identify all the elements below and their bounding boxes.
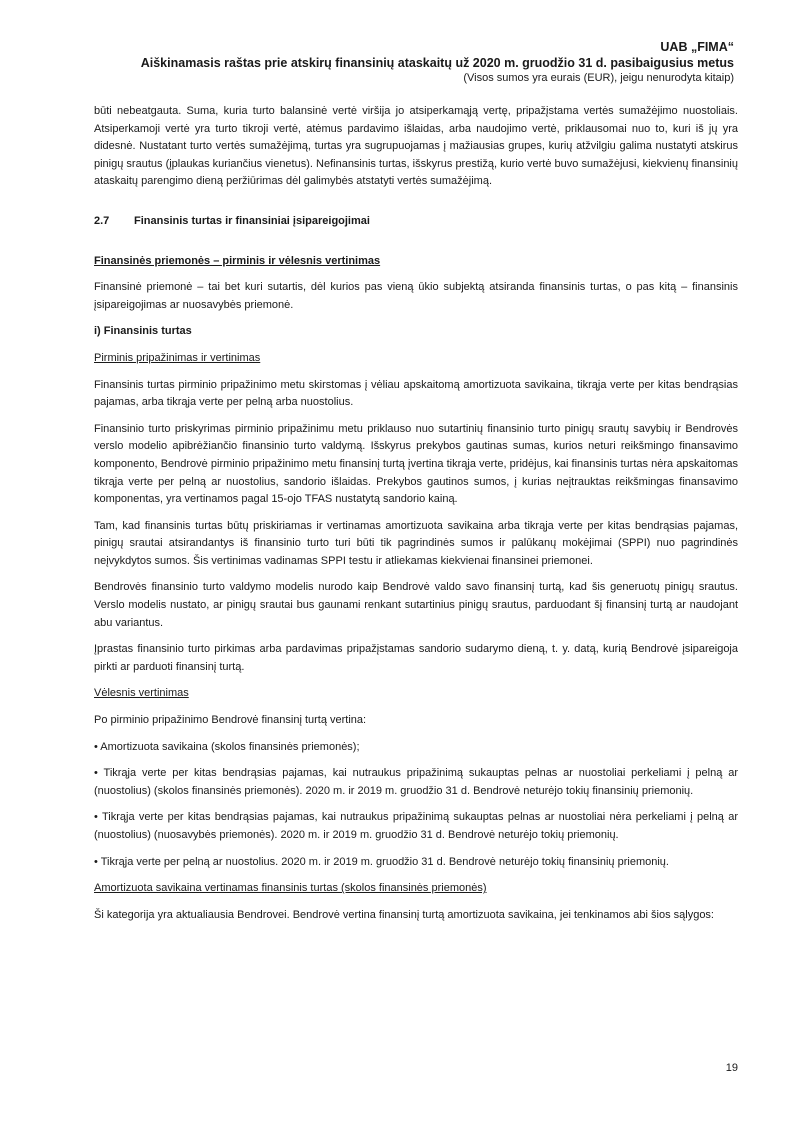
bullet-1: • Amortizuota savikaina (skolos finansinės priemonės); (94, 740, 360, 753)
subheading-finansinis-turtas: i) Finansinis turtas (94, 325, 192, 338)
paragraph-5: Įprastas finansinio turto pirkimas arba pardavimas pripažįstamas sandorio sudarymo dieną, t. y. datą, kurią Bendrovė įsipareigoja pirkti ar parduoti finansinį turtą. (94, 643, 738, 673)
section-number: 2.7 (94, 214, 110, 227)
paragraph-1: Finansinis turtas pirminio pripažinimo metu skirstomas į vėliau apskaitomą amortizuota savikaina, tikrąja verte per kitas bendrąsias pajamas, arba tikrąja verte per pelną arba nuostolius. (94, 378, 738, 409)
paragraph-6: Po pirminio pripažinimo Bendrovė finansinį turtą vertina: (94, 714, 367, 727)
bullet-2: • Tikrąja verte per kitas bendrąsias pajamas, kai nutraukus pripažinimą sukauptas pelnas ar nuostoliai perkeliami į pelną ar (nuostolius) (skolos finansinės priemonės). 2020 m. ir 2019 m. gruodžio 31 d. Bendrovė neturėjo tokių finansinių priemonių. (94, 767, 738, 797)
paragraph-3: Tam, kad finansinis turtas būtų priskiriamas ir vertinamas amortizuota savikaina arba tikrąja verte per kitas bendrąsias pajamas, pinigų srautai atsirandantys iš finansinio turto turi būti tik pagrindinės sumos ir palūkanų mokėjimai (SPPI) nuo pagrindinės neįvykdytos sumos. Šis vertinimas vadinamas SPPI testu ir atliekamas kiekvienai finansinei priemonei. (94, 519, 738, 567)
bullet-4: • Tikrąja verte per pelną ar nuostolius. 2020 m. ir 2019 m. gruodžio 31 d. Bendrovė neturėjo tokių finansinių priemonių. (94, 855, 669, 868)
subheading-amortizuota: Amortizuota savikaina vertinamas finansinis turtas (skolos finansinės priemonės) (94, 882, 487, 895)
page-content (94, 103, 738, 933)
bullet-3: • Tikrąja verte per kitas bendrąsias pajamas, kai nutraukus pripažinimą sukauptas pelnas ar nuostoliai nėra perkeliami į pelną ar (nuostolius) (nuosavybės priemonės). 2020 m. ir 2019 m. gruodžio 31 d. Bendrovė neturėjo tokių priemonių. (94, 811, 738, 841)
section-title: Finansinis turtas ir finansiniai įsipareigojimai (134, 214, 370, 227)
paragraph-2: Finansinio turto priskyrimas pirminio pripažinimu metu priklauso nuo sutartinių finansinio turto pinigų srautų savybių ir Bendrovės verslo modelio apibrėžiančio finansinio turto valdymą. Išskyrus prekybos gautinas sumas, kurios neturi reikšmingo finansavimo komponento, Bendrovė pirminio pripažinimo metu finansinį turtą įvertina tikrąja verte, pridėjus, kai finansinis turtas nėra apskaitomas tikrąja verte per pelną ar nuostolius, sandorio išlaidas. Prekybos gautinos sumos, į kurias neįtrauktas reikšmingas finansavimo komponentas, yra vertinamos pagal 15-ojo TFAS nustatytą sandorio kainą. (94, 422, 738, 506)
document-title: Aiškinamasis raštas prie atskirų finansinių ataskaitų už 2020 m. gruodžio 31 d. pasibaigusius metus (140, 56, 734, 70)
page-number: 19 (725, 1062, 738, 1074)
subheading-velesnis: Vėlesnis vertinimas (94, 687, 189, 700)
paragraph-4: Bendrovės finansinio turto valdymo modelis nurodo kaip Bendrovė valdo savo finansinį turtą, kad šis generuotų pinigų srautus. Verslo modelis nustato, ar pinigų srautai bus gaunami renkant sutartinius pinigų srautus, parduodant šį finansinį turtą ar naudojant abu variantus. (94, 581, 738, 629)
document-subtitle: (Visos sumos yra eurais (EUR), jeigu nenurodyta kitaip) (463, 72, 734, 84)
subheading-pirminis: Pirminis pripažinimas ir vertinimas (94, 351, 261, 364)
paragraph-intro: būti nebeatgauta. Suma, kuria turto balansinė vertė viršija jo atsiperkamąją vertę, pripažįstama vertės sumažėjimo nuostoliais. Atsiperkamoji vertė yra turto tikroji vertė, atėmus pardavimo išlaidas, arba naudojimo vertė, priklausomai nuo to, kuri iš jų yra didesnė. Nustatant turto vertės sumažėjimą, turtas yra sugrupuojamas į mažiausias grupes, kurių atžvilgiu galima nustatyti atskirus pinigų srautus (įplaukas kuriančius vienetus). Nefinansinis turtas, išskyrus prestižą, kurio vertė buvo sumažėjusi, kiekvienų finansinių ataskaitų parengimo dieną peržiūrimas dėl galimybės atstatyti vertės sumažėjimą. (94, 105, 738, 188)
subheading-priemones: Finansinės priemonės – pirminis ir vėlesnis vertinimas (94, 254, 381, 267)
page-header (94, 40, 734, 84)
paragraph-7: Ši kategorija yra aktualiausia Bendrovei. Bendrovė vertina finansinį turtą amortizuota savikaina, jei tenkinamos abi šios sąlygos: (94, 908, 714, 921)
paragraph-definition: Finansinė priemonė – tai bet kuri sutartis, dėl kurios pas vieną ūkio subjektą atsiranda finansinis turtas, o pas kitą – finansinis įsipareigojimas ar nuosavybės priemonė. (94, 281, 738, 311)
company-name: UAB „FIMA“ (660, 40, 734, 54)
section-heading (94, 213, 738, 231)
